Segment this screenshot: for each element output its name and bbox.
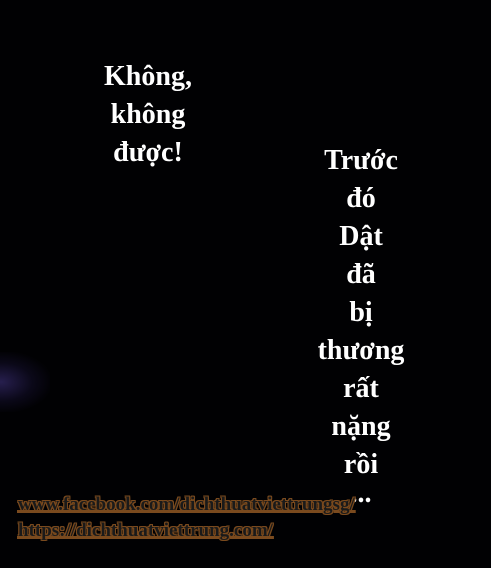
site-watermark-link[interactable]: https://dichthuatviettrung.com/ (18, 520, 273, 541)
dialogue-line: không (110, 99, 186, 130)
dialogue-line: bị (349, 297, 373, 328)
dialogue-left (83, 58, 213, 172)
dialogue-line: rất (343, 373, 379, 404)
dialogue-line: Không, (104, 61, 192, 92)
dialogue-line: được! (113, 137, 183, 168)
dialogue-right (296, 142, 426, 509)
dialogue-line: đó (346, 183, 376, 214)
dialogue-line: ... (350, 478, 372, 509)
dialogue-line: đã (346, 259, 376, 290)
dialogue-line: thương (317, 335, 405, 366)
facebook-watermark-link[interactable]: www.facebook.com/dichthuatviettrungsg/ (18, 494, 355, 515)
purple-light-glow (0, 352, 50, 412)
dialogue-line: Trước (324, 145, 398, 176)
dialogue-line: Dật (339, 221, 383, 252)
dialogue-line: rồi (343, 449, 379, 480)
dialogue-line: nặng (331, 411, 391, 442)
